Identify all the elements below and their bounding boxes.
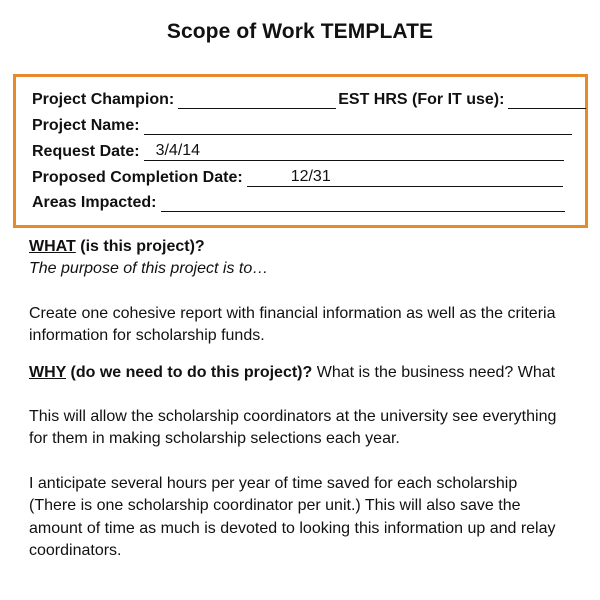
- why-heading-rest: (do we need to do this project)?: [66, 364, 313, 381]
- request-date-row: [32, 139, 564, 161]
- why-question-rest: What is the business need? What: [312, 364, 556, 381]
- completion-date-label: Proposed Completion Date:: [32, 169, 243, 186]
- why-paragraph1-line-1: This will allow the scholarship coordinators at the university see everything: [29, 408, 557, 425]
- request-date-line: [144, 141, 564, 161]
- areas-impacted-row: [32, 190, 565, 212]
- completion-date-row: [32, 165, 563, 187]
- why-paragraph2-line-3: amount of time as much is devoted to looking this information up and relay: [29, 520, 556, 537]
- areas-impacted-line: [161, 192, 565, 212]
- est-hrs-line: [508, 89, 586, 109]
- project-info-box: [13, 74, 588, 228]
- project-champion-row: [32, 87, 586, 109]
- why-heading-underlined: WHY: [29, 364, 67, 381]
- request-date-label: Request Date:: [32, 143, 140, 160]
- est-hrs-label: EST HRS (For IT use):: [338, 91, 505, 108]
- what-heading-underlined: WHAT: [29, 238, 76, 255]
- why-paragraph2-line-1: I anticipate several hours per year of time saved for each scholarship: [29, 475, 518, 492]
- project-champion-line: [178, 89, 336, 109]
- project-name-label: Project Name:: [32, 117, 140, 134]
- what-paragraph-line-1: Create one cohesive report with financial information as well as the criteria: [29, 305, 556, 322]
- what-heading: [29, 236, 205, 258]
- project-champion-label: Project Champion:: [32, 91, 175, 108]
- why-paragraph2-line-2: (There is one scholarship coordinator per unit.) This will also save the: [29, 497, 521, 514]
- areas-impacted-label: Areas Impacted:: [32, 194, 157, 211]
- why-heading: [29, 362, 555, 384]
- what-purpose-line: The purpose of this project is to…: [29, 260, 269, 277]
- why-paragraph2-line-4: coordinators.: [29, 542, 122, 559]
- page-title: Scope of Work TEMPLATE: [166, 20, 434, 43]
- completion-date-value: 12/31: [290, 168, 331, 185]
- what-paragraph-line-2: information for scholarship funds.: [29, 327, 265, 344]
- what-heading-rest: (is this project)?: [75, 238, 205, 255]
- request-date-value: 3/4/14: [155, 142, 201, 159]
- why-paragraph1-line-2: for them in making scholarship selections each year.: [29, 430, 400, 447]
- completion-date-line: [247, 167, 563, 187]
- project-name-line: [144, 115, 572, 135]
- project-name-row: [32, 113, 572, 135]
